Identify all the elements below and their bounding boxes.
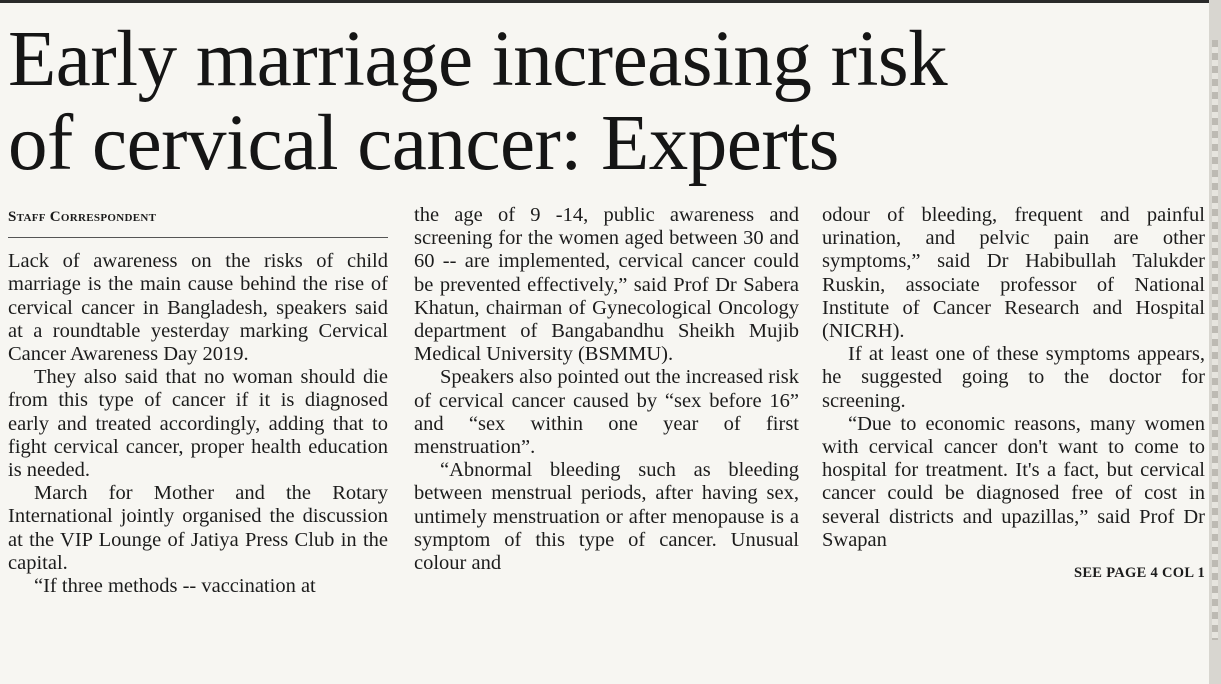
continuation-note: SEE PAGE 4 COL 1 (1073, 565, 1205, 582)
paragraph: “If three methods -- vaccination at (34, 575, 316, 598)
paragraph: “Due to economic reasons, many women with cervical cancer don't want to come to hospital for treatment. It's a fact, but cervical cancer could be diagnosed free of cost in several districts and upazillas,” said Prof Dr Swapan (822, 412, 1205, 551)
byline: Staff Correspondent (8, 206, 388, 238)
paragraph: Speakers also pointed out the increased risk of cervical cancer caused by “sex before 16” and “sex within one year of first menstruation”. (414, 366, 799, 459)
headline-line-1: Early marriage increasing risk (8, 16, 948, 103)
paragraph: Lack of awareness on the risks of child marriage is the main cause behind the rise of cervical cancer in Bangladesh, speakers said at a roundtable yesterday marking Cervical Cancer Awareness Day 2019. (8, 250, 388, 366)
paragraph: “Abnormal bleeding such as bleeding between menstrual periods, after having sex, untimely menstruation or after menopause is a symptom of this type of cancer. Unusual colour and (414, 459, 799, 575)
paragraph: odour of bleeding, frequent and painful urination, and pelvic pain are other symptoms,” said Dr Habibullah Talukder Ruskin, associate professor of National Institute of Cancer Research and Hospital (NICRH). (822, 204, 1205, 343)
headline-line-2: of cervical cancer: Experts (8, 100, 839, 187)
top-rule (0, 0, 1221, 3)
adjacent-column-strip (1212, 40, 1218, 640)
paragraph: the age of 9 -14, public awareness and screening for the women aged between 30 and 60 -- are implemented, cervical cancer could be prevented effectively,” said Prof Dr Sabera Khatun, chairman of Gynecological Oncology department of Bangabandhu Sheikh Mujib Medical University (BSMMU). (414, 204, 799, 366)
article-column-2 (414, 204, 799, 575)
article-column-3 (822, 204, 1205, 585)
paragraph: They also said that no woman should die from this type of cancer if it is diagnosed early and treated accordingly, adding that to fight cervical cancer, proper health education is needed. (8, 366, 388, 482)
paragraph: March for Mother and the Rotary International jointly organised the discussion at the VIP Lounge of Jatiya Press Club in the capital. (8, 482, 388, 574)
article-headline (8, 18, 1188, 186)
paragraph: If at least one of these symptoms appears, he suggested going to the doctor for screening. (822, 343, 1205, 412)
article-column-1 (8, 206, 388, 598)
page-edge (1209, 0, 1221, 684)
